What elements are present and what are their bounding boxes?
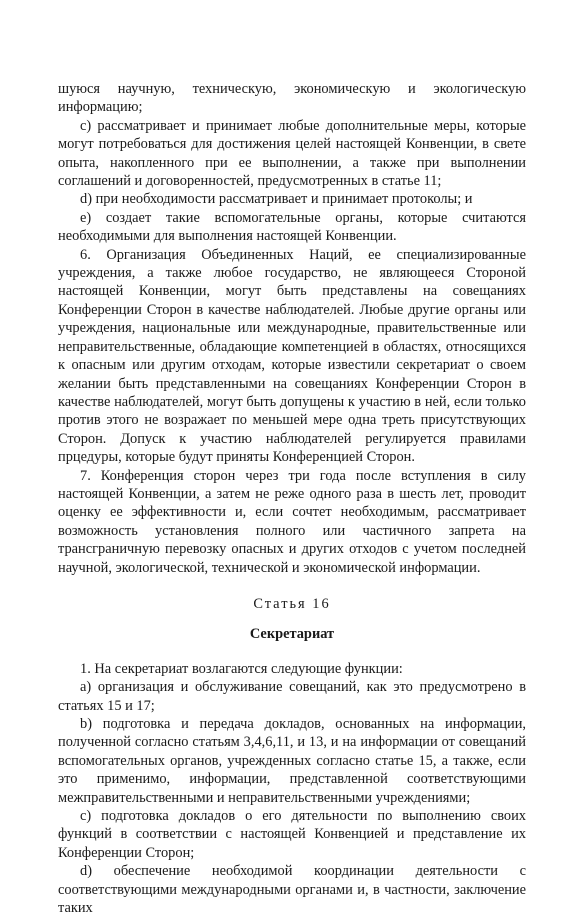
paragraph-item-a: a) организация и обслуживание совещаний, как это предусмотрено в статьях 15 и 17; [58, 679, 526, 714]
article-heading: Статья 16 [253, 595, 331, 612]
paragraph-item-c-2: c) подготовка докладов о его дятельности по выполнению своих функций в соответствии с настоящей Конвенцией и представление их Конференции Сторон; [58, 808, 526, 861]
paragraph-item-b: b) подготовка и передача докладов, основанных на информации, полученной согласно статьям 3,4,6,11, и 13, и на информации от совещаний вспомогательных органов, учрежденных согласно статье 15, а также, если это применимо, информации, представленной соответствующими межправительственными и неправительственными учреждениями; [58, 716, 526, 806]
paragraph-item-c: c) рассматривает и принимает любые дополнительные меры, которые могут потребоваться для достижения целей настоящей Конвенции, в свете опыта, накопленного при ее выполнении, а также при выполнении соглашений и договоренностей, предусмотренных в статье 11; [58, 117, 526, 190]
paragraph-7: 7. Конференция сторон через три года после вступления в силу настоящей Конвенции, а затем не реже одного раза в шесть лет, проводит оценку ее эффективности и, если сочтет необходимым, рассматривает возможность установления полного или частичного запрета на трансграничную перевозку опасных и других отходов с учетом последней научной, экологической, технической и экономической информации. [58, 467, 526, 576]
paragraph-continuation: шуюся научную, техническую, экономическую и экологическую информацию; [58, 81, 526, 116]
paragraph-1: 1. На секретариат возлагаются следующие функции: [80, 660, 403, 677]
article-title: Секретариат [249, 626, 335, 643]
paragraph-6: 6. Организация Объединенных Наций, ее специализированные учреждения, а также любое государство, не являющееся Стороной настоящей Конвенции, могут быть представлены на совещаниях Конференции Сторон в качестве наблюдателей. Любые другие органы или учреждения, национальные или международные, правительственные или неправительственные, обладающие компетенцией в областях, относящихся к опасным или другим отходам, которые известили секретариат о своем желании быть представленными на совещаниях Конференции Сторон в качестве наблюдателей, могут быть допущены к участию в ней, если только против этого не возражает по меньшей мере одна треть присутствующих Сторон. Допуск к участию наблюдателей регулируется правилами прцедуры, которые будут приняты Конференцией Сторон. [58, 246, 526, 466]
paragraph-item-d: d) при необходимости рассматривает и принимает протоколы; и [80, 191, 473, 208]
paragraph-item-d-2: d) обеспечение необходимой координации деятельности с соответствующими международными органами и, в частности, заключение таких [58, 863, 526, 917]
document-page [58, 80, 526, 917]
paragraph-item-e: e) создает такие вспомогательные органы, которые считаются необходимыми для выполнения настоящей Конвенции. [58, 209, 526, 245]
